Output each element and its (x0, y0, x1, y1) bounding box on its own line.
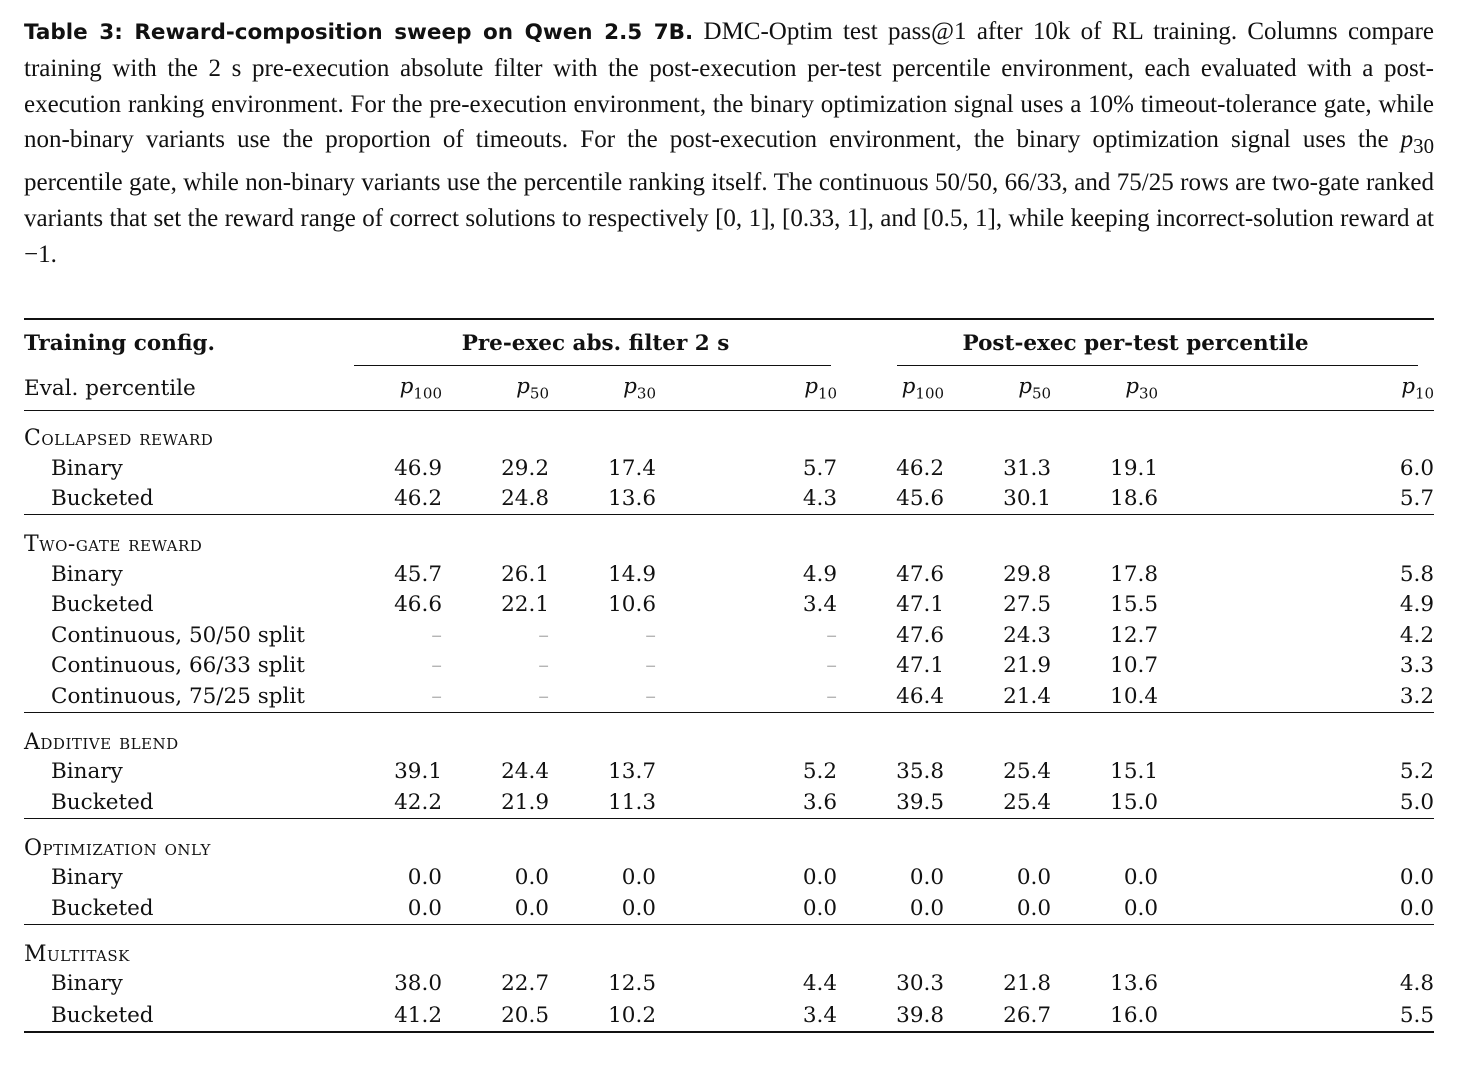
table-row (24, 681, 1434, 712)
row-label: Binary (51, 455, 123, 481)
table-cell: 20.5 (442, 999, 549, 1032)
table-cell: 4.8 (1399, 971, 1435, 997)
table-cell: 15.0 (1051, 787, 1158, 818)
table-cell: 46.4 (837, 681, 944, 712)
table-cell: 10.7 (1110, 653, 1159, 679)
table-cell: 29.8 (1003, 561, 1052, 587)
table-cell: 0.0 (1399, 865, 1435, 891)
table-cell: 13.6 (1110, 971, 1159, 997)
table-cell: 22.1 (501, 592, 549, 618)
group-rule-post-exec (897, 365, 1418, 367)
table-cell: 46.9 (394, 455, 442, 481)
table-cell: 21.9 (1003, 653, 1052, 679)
row-label: Continuous, 75/25 split (24, 681, 354, 712)
table-row (24, 757, 1434, 788)
table-cell: – (354, 681, 442, 712)
table-cell: 10.2 (549, 999, 656, 1032)
table-cell: 17.4 (608, 455, 656, 481)
row-label: Bucketed (24, 893, 354, 924)
row-label: Binary (51, 971, 123, 997)
table-cell: 4.9 (1399, 592, 1435, 618)
table-cell: 26.7 (944, 999, 1051, 1032)
table-row (24, 484, 1434, 515)
table-cell: 21.4 (944, 681, 1051, 712)
table-cell: 47.6 (896, 561, 945, 587)
table-cell: 0.0 (549, 893, 656, 924)
header-training-config: Training config. (24, 319, 354, 366)
table-cell: 25.4 (1003, 759, 1052, 785)
caption-text-1: DMC-Optim test pass@1 after 10k of RL training. Columns compare training with the 2 s pre-execution absolute filter with the post-execution per-test percentile environment, each evaluated with a post-execution ranking environment. For the pre-execution environment, the binary optimization signal uses a 10% timeout-tolerance gate, while non-binary variants use the proportion of timeouts. For the post-execution environment, the binary optimization signal uses the (24, 18, 1435, 154)
table-cell: 47.1 (896, 653, 945, 679)
table-cell: 12.7 (1110, 622, 1159, 648)
table-cell: 12.5 (608, 971, 656, 997)
table-row (24, 590, 1434, 621)
table-cell: 0.0 (1123, 865, 1159, 891)
caption-math-p: p (1400, 126, 1414, 154)
table-cell: 4.9 (802, 561, 838, 587)
section-title: Additive blend (24, 729, 179, 755)
table-row (24, 999, 1434, 1032)
table-cell: 0.0 (407, 865, 442, 891)
table-cell: 45.7 (394, 561, 442, 587)
table-cell: – (645, 622, 656, 648)
table-cell: 0.0 (944, 893, 1051, 924)
table-cell: 6.0 (1399, 455, 1435, 481)
table-cell: 4.3 (656, 484, 837, 515)
percentile-header: $p_{30}$ (1051, 366, 1158, 411)
table-cell: 39.5 (837, 787, 944, 818)
table-cell: 24.4 (501, 759, 549, 785)
table-cell: 0.0 (621, 865, 656, 891)
section-header-row (24, 712, 1434, 757)
section-title: Collapsed reward (24, 426, 214, 451)
table-cell: 3.4 (656, 999, 837, 1032)
table-cell: 5.8 (1399, 561, 1435, 587)
percentile-header: $p_{50}$ (944, 366, 1051, 411)
table-cell: – (431, 653, 442, 679)
table-cell: 0.0 (837, 893, 944, 924)
results-table (24, 318, 1434, 1033)
section-title: Multitask (24, 941, 130, 967)
section-header-row (24, 924, 1434, 969)
table-cell: 10.6 (608, 592, 656, 618)
table-cell: 21.9 (442, 787, 549, 818)
row-label: Binary (51, 759, 123, 785)
table-cell: 3.3 (1399, 653, 1435, 679)
table-cell: 30.1 (944, 484, 1051, 515)
results-table-wrap (24, 318, 1434, 1033)
table-cell: 5.5 (1158, 999, 1434, 1032)
table-cell: 0.0 (1051, 893, 1158, 924)
table-caption (24, 14, 1434, 273)
row-label: Binary (51, 561, 123, 587)
table-cell: – (549, 681, 656, 712)
header-row-percentiles (24, 366, 1434, 411)
table-cell: 14.9 (608, 561, 656, 587)
table-cell: 19.1 (1110, 455, 1159, 481)
table-cell: 38.0 (394, 971, 442, 997)
table-cell: 39.1 (394, 759, 442, 785)
row-label: Bucketed (51, 592, 154, 618)
table-cell: 13.7 (608, 759, 656, 785)
table-cell: 5.2 (1399, 759, 1435, 785)
table-cell: 4.4 (802, 971, 838, 997)
table-cell: 24.8 (442, 484, 549, 515)
table-cell: – (442, 681, 549, 712)
table-cell: 5.7 (802, 455, 838, 481)
group-title-pre-exec: Pre-exec abs. filter 2 s (461, 330, 730, 356)
table-cell: 29.2 (501, 455, 549, 481)
table-cell: 22.7 (501, 971, 549, 997)
table-cell: 21.8 (1003, 971, 1052, 997)
section-title: Two-gate reward (24, 532, 203, 557)
table-cell: 5.0 (1158, 787, 1434, 818)
table-row (24, 620, 1434, 651)
section-header-row (24, 515, 1434, 560)
table-cell: 42.2 (354, 787, 442, 818)
caption-label: Table 3: Reward-composition sweep on Qwen 2.5 7B. (24, 20, 694, 45)
row-label: Bucketed (24, 787, 354, 818)
table-cell: 0.0 (1016, 865, 1052, 891)
table-cell: 26.1 (501, 561, 549, 587)
row-label: Bucketed (24, 484, 354, 515)
header-eval-percentile: Eval. percentile (24, 366, 354, 411)
table-cell: 11.3 (549, 787, 656, 818)
table-cell: 15.5 (1110, 592, 1159, 618)
table-cell: 13.6 (549, 484, 656, 515)
table-cell: 0.0 (1158, 893, 1434, 924)
table-cell: 10.4 (1051, 681, 1158, 712)
caption-text-2: percentile gate, while non-binary variants use the percentile ranking itself. The continuous 50/50, 66/33, and 75/25 rows are two-gate ranked variants that set the reward range of correct solutions to respectively [0, 1], [0.33, 1], and [0.5, 1], while keeping incorrect-solution reward at −1. (24, 169, 1434, 268)
group-header-post-exec (837, 319, 1434, 366)
row-label: Binary (51, 865, 123, 891)
caption-math-sub: 30 (1413, 134, 1434, 159)
table-cell: 0.0 (354, 893, 442, 924)
row-label: Continuous, 50/50 split (51, 622, 305, 648)
table-cell: 35.8 (896, 759, 945, 785)
table-row (24, 969, 1434, 1000)
table-cell: 45.6 (837, 484, 944, 515)
table-row (24, 893, 1434, 924)
percentile-header: $p_{10}$ (1158, 366, 1434, 411)
group-rule-pre-exec (354, 365, 831, 367)
table-row (24, 453, 1434, 484)
table-row (24, 559, 1434, 590)
table-cell: 30.3 (896, 971, 945, 997)
table-cell: 46.2 (354, 484, 442, 515)
table-cell: 0.0 (656, 893, 837, 924)
percentile-header: $p_{50}$ (442, 366, 549, 411)
table-cell: 0.0 (909, 865, 945, 891)
header-row-groups (24, 319, 1434, 366)
table-cell: – (645, 653, 656, 679)
table-cell: 16.0 (1051, 999, 1158, 1032)
table-cell: 3.4 (802, 592, 838, 618)
table-cell: 24.3 (1003, 622, 1052, 648)
table-cell: 25.4 (944, 787, 1051, 818)
table-cell: – (826, 622, 838, 648)
percentile-header: $p_{100}$ (837, 366, 944, 411)
table-cell: 5.7 (1158, 484, 1434, 515)
table-cell: 27.5 (1003, 592, 1052, 618)
table-cell: 3.6 (656, 787, 837, 818)
percentile-header: $p_{30}$ (549, 366, 656, 411)
table-cell: 3.2 (1158, 681, 1434, 712)
table-cell: 0.0 (802, 865, 838, 891)
section-title: Optimization only (24, 835, 211, 861)
table-body (24, 411, 1434, 1033)
table-cell: 47.6 (896, 622, 945, 648)
table-cell: 18.6 (1051, 484, 1158, 515)
row-label: Bucketed (24, 999, 354, 1032)
table-cell: 41.2 (354, 999, 442, 1032)
table-cell: – (538, 622, 549, 648)
table-cell: 0.0 (514, 865, 549, 891)
table-cell: 5.2 (802, 759, 838, 785)
table-cell: 4.2 (1399, 622, 1435, 648)
percentile-header: $p_{100}$ (354, 366, 442, 411)
group-header-pre-exec (354, 319, 837, 366)
row-label: Continuous, 66/33 split (51, 653, 305, 679)
group-title-post-exec: Post-exec per-test percentile (962, 330, 1309, 356)
section-header-row (24, 411, 1434, 454)
table-cell: – (431, 622, 442, 648)
table-row (24, 651, 1434, 682)
table-cell: 15.1 (1110, 759, 1159, 785)
table-cell: 46.6 (394, 592, 442, 618)
table-cell: 39.8 (837, 999, 944, 1032)
table-cell: 0.0 (442, 893, 549, 924)
table-row (24, 787, 1434, 818)
table-cell: 17.8 (1110, 561, 1159, 587)
table-cell: 47.1 (896, 592, 945, 618)
table-cell: 31.3 (1003, 455, 1052, 481)
table-cell: – (826, 653, 838, 679)
table-cell: 46.2 (896, 455, 945, 481)
section-header-row (24, 818, 1434, 863)
table-cell: – (538, 653, 549, 679)
percentile-header: $p_{10}$ (656, 366, 837, 411)
table-row (24, 863, 1434, 894)
table-cell: – (656, 681, 837, 712)
